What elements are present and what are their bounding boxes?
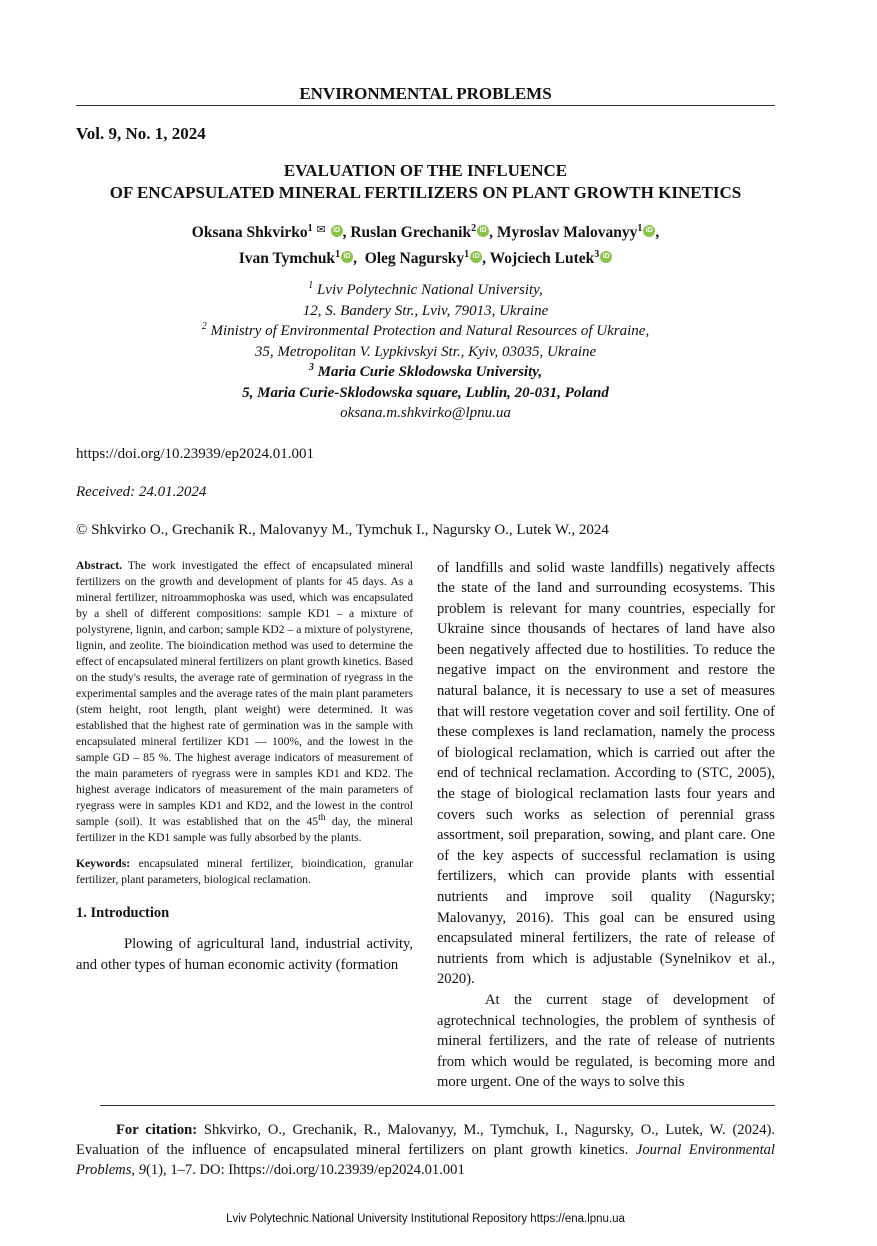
affiliation-address: 12, S. Bandery Str., Lviv, 79013, Ukraine — [302, 302, 549, 319]
affiliation-address: 5, Maria Curie-Sklodowska square, Lublin, 20-031, Poland — [242, 384, 609, 401]
left-column — [76, 558, 413, 976]
keywords: Keywords: encapsulated mineral fertilizer, bioindication, granular fertilizer, plant parameters, biological reclamation. — [76, 857, 413, 887]
orcid-icon[interactable]: iD — [600, 251, 612, 263]
abstract: Abstract. The work investigated the effect of encapsulated mineral fertilizers on the growth and development of plants for 45 days. As a mineral fertilizer, nitroammophoska was used, which was encapsulated by a shell of different compositions: sample KD1 – a mixture of polystyrene, lignin, and carbon; sample KD2 – a mixture of polystyrene, lignin, and zeolite. The bioindication method was used to determine the effect of encapsulated mineral fertilizers on plant growth kinetics. Based on the study's results, the average rate of germination of ryegrass in the experimental samples and the average rates of the main plant parameters (stem height, root length, plant weight) were determined. It was established that the highest rate of germination was in the sample with encapsulated mineral fertilizer KD1 — 100%, and the lowest in the sample GD – 85 %. The highest average indicators of measurement of the main parameters of ryegrass were in samples KD1 and KD2. The highest average indicators of measurement of the main parameters of ryegrass were in samples KD1 and KD2, and the lowest in the control sample (soil). It was established that on the 45th day, the mineral fertilizer in the KD1 sample was fully absorbed by the plants. — [76, 558, 414, 845]
author-name: Oleg Nagursky — [364, 250, 465, 267]
body-paragraph: At the current stage of development of agrotechnical technologies, the problem of synthesis of mineral fertilizers, and the rate of release of nutrients from which would be regulated, is becoming more and more urgent. One of the ways to solve this — [437, 991, 775, 1091]
right-column — [437, 558, 775, 1093]
two-column-body — [76, 558, 775, 1093]
article-title — [76, 160, 775, 204]
contact-email[interactable]: oksana.m.shkvirko@lpnu.ua — [340, 405, 511, 421]
citation: For citation: Shkvirko, O., Grechanik, R., Malovanyy, M., Tymchuk, I., Nagursky, O., Lutek, W. (2024). Evaluation of the influence of encapsulated mineral fertilizers on plant growth kinetics. Journal Environmental Problems, 9(1), 1–7. DO: Ihttps://doi.org/10.23939/ep2024.01.001 — [76, 1121, 776, 1178]
volume-info: Vol. 9, No. 1, 2024 — [76, 124, 206, 143]
author-name: Ivan Tymchuk — [238, 250, 336, 267]
affiliation-name: Maria Curie Sklodowska University, — [317, 364, 543, 380]
body-paragraph: of landfills and solid waste landfills) negatively affects the state of the land and surrounding ecosystems. This problem is relevant for many countries, especially for Ukraine since thousands of hectares of land have also been negatively affected due to hostilities. To reduce the negative impact on the environment and restore the natural balance, it is necessary to use a set of measures that will restore vegetation cover and soil fertility. One of these complexes is land reclamation, namely the process of biological reclamation, which is carried out after the end of technical reclamation. According to (STC, 2005), the stage of biological reclamation lasts four years and covers such works as selection of perennial grass assortment, soil preparation, sowing, and plant care. One of the key aspects of successful reclamation is using fertilizers, which can provide plants with essential nutrients and improve soil quality (Nagursky; Malovanyy, 2016). This goal can be ensured using encapsulated mineral fertilizers, the rate of release of nutrients from which is adjustable (Synelnikov et al., 2020). — [437, 559, 775, 988]
received-date: Received: 24.01.2024 — [76, 483, 207, 500]
footer-divider — [100, 1105, 775, 1106]
orcid-icon[interactable]: iD — [331, 225, 343, 237]
author-name: Wojciech Lutek — [489, 250, 595, 267]
orcid-icon[interactable]: iD — [470, 251, 482, 263]
orcid-icon[interactable]: iD — [477, 225, 489, 237]
repository-footer: Lviv Polytechnic National University Institutional Repository https://ena.lpnu.ua — [226, 1212, 625, 1225]
author-name: Myroslav Malovanyy — [496, 224, 638, 241]
title-line-1: EVALUATION OF THE INFLUENCE — [283, 161, 568, 180]
intro-paragraph: Plowing of agricultural land, industrial activity, and other types of human economic activity (formation — [76, 936, 413, 974]
section-heading: 1. Introduction — [76, 905, 170, 922]
author-name: Ruslan Grechanik — [350, 224, 472, 241]
header-divider — [76, 105, 775, 106]
title-line-2: OF ENCAPSULATED MINERAL FERTILIZERS ON PLANT GROWTH KINETICS — [109, 183, 742, 202]
affiliation-address: 35, Metropolitan V. Lypkivskyi Str., Kyiv, 03035, Ukraine — [254, 343, 597, 360]
affiliations: $^1$ Lviv Polytechnic National University, 12, S. Bandery Str., Lviv, 79013, Ukraine $^2$ Ministry of Environmental Protection and Natural Resources of Ukraine, 35, Metropolitan V. Lypkivskyi Str., Kyiv, 03035, Ukraine $^3$ Maria Curie Sklodowska University, 5, Maria Curie-Sklodowska square, Lublin, 20-031, Poland oksana.m.shkvirko@lpnu.ua — [76, 280, 775, 424]
affiliation-name: Lviv Polytechnic National University, — [316, 282, 543, 298]
author-list: Oksana Shkvirko$^1$ ✉ iD , Ruslan Grechanik$^2$ iD , Myroslav Malovanyy$^1$ iD , Ivan Tymchuk$^1$ iD , Oleg Nagursky$^1$ iD , Wojciech Lutek$^3$ iD — [191, 222, 660, 267]
author-name: Oksana Shkvirko — [191, 224, 308, 241]
orcid-icon[interactable]: iD — [643, 225, 655, 237]
orcid-icon[interactable]: iD — [341, 251, 353, 263]
envelope-icon[interactable]: ✉ — [316, 224, 326, 236]
copyright: © Shkvirko O., Grechanik R., Malovanyy M., Tymchuk I., Nagursky O., Lutek W., 2024 — [76, 521, 609, 538]
doi-link[interactable]: https://doi.org/10.23939/ep2024.01.001 — [76, 445, 315, 462]
affiliation-name: Ministry of Environmental Protection and Natural Resources of Ukraine, — [210, 323, 650, 339]
journal-header: ENVIRONMENTAL PROBLEMS — [299, 84, 552, 103]
